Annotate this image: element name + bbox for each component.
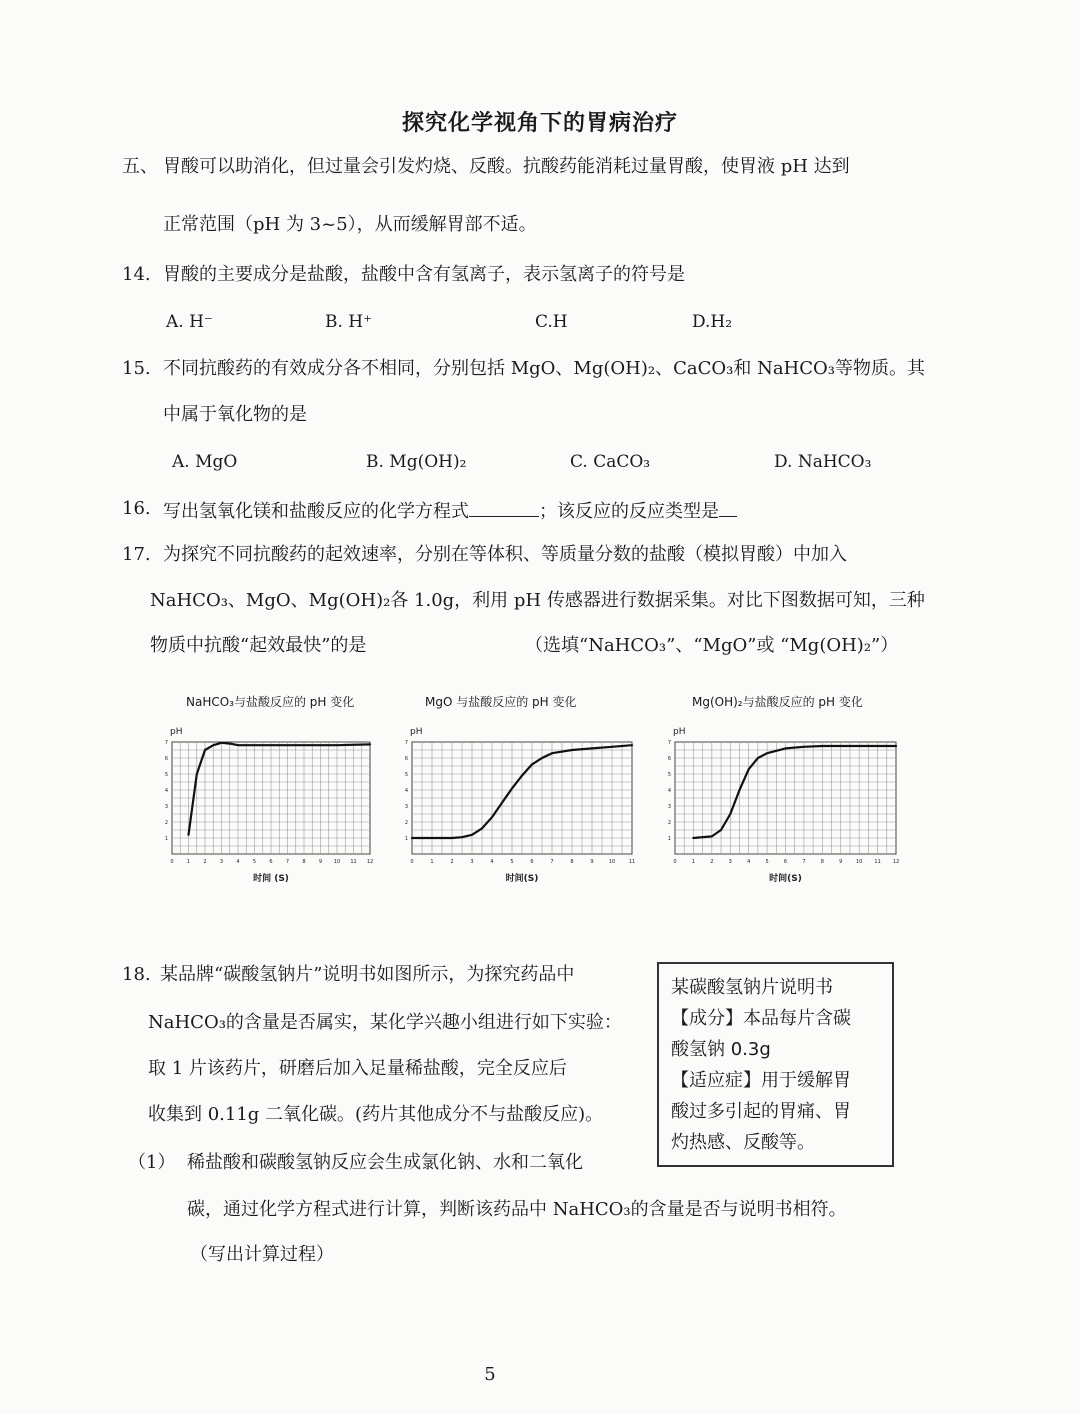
leaflet-line-3: 【适应症】用于缓解胃: [671, 1070, 851, 1091]
chart-3-y-tick-label: 1: [667, 836, 671, 842]
question-18-sub-line-3: （写出计算过程）: [190, 1244, 334, 1265]
question-18-sub-line-1: 稀盐酸和碳酸氢钠反应会生成氯化钠、水和二氧化: [187, 1152, 583, 1173]
chart-3-y-tick-label: 5: [667, 772, 671, 778]
question-14-text: 胃酸的主要成分是盐酸，盐酸中含有氢离子，表示氢离子的符号是: [163, 264, 685, 285]
question-15-line-2: 中属于氧化物的是: [163, 404, 307, 425]
question-17-line-3b: （选填“NaHCO₃”、“MgO”或 “Mg(OH)₂”）: [525, 635, 899, 656]
chart-1-x-tick-label: 3: [219, 859, 224, 865]
question-17-line-3a: 物质中抗酸“起效最快”的是: [150, 635, 367, 656]
chart-1-x-tick-label: 8: [302, 859, 306, 865]
chart-3-y-tick-label: 2: [667, 820, 671, 826]
chart-2-x-axis-label: 时间(S): [505, 874, 539, 884]
question-17-number: 17.: [122, 544, 151, 565]
question-18-sub-line-2: 碳，通过化学方程式进行计算，判断该药品中 NaHCO₃的含量是否与说明书相符。: [187, 1199, 847, 1220]
chart-2-x-tick-label: 6: [530, 859, 534, 865]
chart-2-y-tick-label: 3: [404, 804, 408, 810]
chart-1-y-axis-label: pH: [170, 727, 183, 737]
chart-1-y-tick-label: 2: [164, 820, 168, 826]
chart-1-x-tick-label: 10: [333, 859, 341, 865]
chart-3-x-tick-label: 0: [673, 859, 677, 865]
chart-2-x-tick-label: 4: [490, 859, 494, 865]
chart-3-y-tick-label: 6: [667, 756, 671, 762]
chart-2-x-tick-label: 2: [450, 859, 454, 865]
chart-3-x-tick-label: 12: [892, 859, 900, 865]
chart-3-y-axis-label: pH: [673, 727, 686, 737]
question-17-line-2: NaHCO₃、MgO、Mg(OH)₂各 1.0g，利用 pH 传感器进行数据采集。对比下图数据可知，三种: [150, 590, 925, 611]
chart-2-y-tick-label: 1: [404, 836, 408, 842]
chart-2-x-tick-label: 0: [410, 859, 414, 865]
chart-1-y-tick-label: 1: [164, 836, 168, 842]
chart-3-x-tick-label: 1: [691, 859, 696, 865]
question-18-line-3: 取 1 片该药片，研磨后加入足量稀盐酸，完全反应后: [148, 1058, 567, 1079]
chart-2-y-tick-label: 2: [404, 820, 408, 826]
chart-2-y-tick-label: 4: [404, 788, 408, 794]
question-14-number: 14.: [122, 264, 151, 285]
chart-2-x-tick-label: 9: [590, 859, 594, 865]
chart-1-x-tick-label: 2: [203, 859, 207, 865]
question-18-line-2: NaHCO₃的含量是否属实，某化学兴趣小组进行如下实验：: [148, 1012, 622, 1033]
chart-2-y-tick-label: 6: [404, 756, 408, 762]
chart-3-x-tick-label: 11: [874, 859, 881, 865]
chart-3-y-tick-label: 3: [667, 804, 671, 810]
intro-line-2: 正常范围（pH 为 3~5），从而缓解胃部不适。: [163, 214, 537, 235]
chart-3-x-tick-label: 7: [802, 859, 806, 865]
chart-1-y-tick-label: 4: [164, 788, 168, 794]
q15-option-d: D. NaHCO₃: [774, 452, 872, 472]
chart-2-x-tick-label: 5: [510, 859, 514, 865]
q14-option-d: D.H₂: [692, 312, 733, 332]
chart-3-x-tick-label: 10: [855, 859, 863, 865]
chart-1-x-tick-label: 7: [285, 859, 290, 865]
q14-option-c: C.H: [535, 312, 568, 332]
question-18-line-1: 某品牌“碳酸氢钠片”说明书如图所示，为探究药品中: [160, 964, 575, 985]
chart-2-x-tick-label: 7: [550, 859, 554, 865]
chart-1-x-tick-label: 1: [186, 859, 191, 865]
page-number: 5: [484, 1364, 496, 1385]
leaflet-line-2: 酸氢钠 0.3g: [671, 1039, 771, 1060]
question-18-number: 18.: [122, 964, 151, 985]
chart-1-y-tick-label: 7: [164, 740, 168, 746]
chart-3-title: Mg(OH)₂与盐酸反应的 pH 变化: [692, 695, 863, 709]
question-16-number: 16.: [122, 498, 151, 519]
chart-1-x-tick-label: 6: [269, 859, 273, 865]
chart-2-x-tick-label: 8: [570, 859, 574, 865]
chart-2-title: MgO 与盐酸反应的 pH 变化: [425, 695, 577, 709]
q14-option-b: B. H⁺: [325, 312, 373, 332]
chart-3-x-tick-label: 3: [728, 859, 732, 865]
q14-option-a: A. H⁻: [166, 312, 213, 332]
chart-1-y-tick-label: 5: [164, 772, 168, 778]
intro-line-1: 胃酸可以助消化，但过量会引发灼烧、反酸。抗酸药能消耗过量胃酸，使胃液 pH 达到: [163, 156, 850, 177]
chart-2-x-tick-label: 11: [628, 859, 636, 865]
chart-1-x-tick-label: 0: [170, 859, 174, 865]
chart-1-x-tick-label: 9: [318, 859, 323, 865]
chart-2-x-tick-label: 3: [470, 859, 474, 865]
leaflet-title: 某碳酸氢钠片说明书: [671, 977, 833, 998]
chart-2-x-tick-label: 10: [608, 859, 616, 865]
chart-2-y-tick-label: 7: [404, 740, 408, 746]
question-18-sub-number: （1）: [128, 1152, 176, 1173]
chart-1-x-axis-label: 时间 (S): [253, 874, 289, 884]
q16-text-a: 写出氢氧化镁和盐酸反应的化学方程式: [163, 501, 469, 522]
chart-3-x-tick-label: 2: [710, 859, 714, 865]
chart-1-x-tick-label: 5: [252, 859, 257, 865]
chart-1-x-tick-label: 11: [350, 859, 357, 865]
chart-3-x-tick-label: 5: [765, 859, 769, 865]
chart-1-title: NaHCO₃与盐酸反应的 pH 变化: [186, 695, 355, 709]
chart-3-x-tick-label: 8: [820, 859, 824, 865]
chart-1-y-tick-label: 6: [164, 756, 168, 762]
chart-2-y-tick-label: 5: [404, 772, 408, 778]
question-18-line-4: 收集到 0.11g 二氧化碳。(药片其他成分不与盐酸反应)。: [148, 1104, 604, 1125]
q15-option-a: A. MgO: [172, 452, 238, 472]
question-15-number: 15.: [122, 358, 151, 379]
question-17-line-1: 为探究不同抗酸药的起效速率，分别在等体积、等质量分数的盐酸（模拟胃酸）中加入: [163, 544, 847, 565]
chart-3-x-axis-label: 时间(S): [769, 874, 802, 884]
q15-option-c: C. CaCO₃: [570, 452, 651, 472]
chart-3-y-tick-label: 4: [667, 788, 671, 794]
instruction-leaflet-box: [657, 962, 894, 1167]
leaflet-line-1: 【成分】本品每片含碳: [671, 1008, 851, 1029]
section-number: 五、: [122, 156, 158, 177]
chart-1-x-tick-label: 12: [366, 859, 374, 865]
chart-3-x-tick-label: 4: [747, 859, 751, 865]
chart-2-y-axis-label: pH: [410, 727, 423, 737]
chart-1-x-tick-label: 4: [236, 859, 240, 865]
chart-1-y-tick-label: 3: [164, 804, 168, 810]
chart-3-x-tick-label: 6: [783, 859, 788, 865]
question-15-line-1: 不同抗酸药的有效成分各不相同，分别包括 MgO、Mg(OH)₂、CaCO₃和 NaHCO₃等物质。其: [163, 358, 925, 379]
leaflet-line-4: 酸过多引起的胃痛、胃: [671, 1101, 851, 1122]
leaflet-line-5: 灼热感、反酸等。: [671, 1132, 815, 1153]
q15-option-b: B. Mg(OH)₂: [366, 452, 467, 472]
page-title: 探究化学视角下的胃病治疗: [401, 111, 678, 136]
q16-text-b: ；该反应的反应类型是: [539, 501, 719, 522]
chart-3-x-tick-label: 9: [839, 859, 843, 865]
chart-3-y-tick-label: 7: [667, 740, 671, 746]
chart-2-x-tick-label: 1: [430, 859, 434, 865]
